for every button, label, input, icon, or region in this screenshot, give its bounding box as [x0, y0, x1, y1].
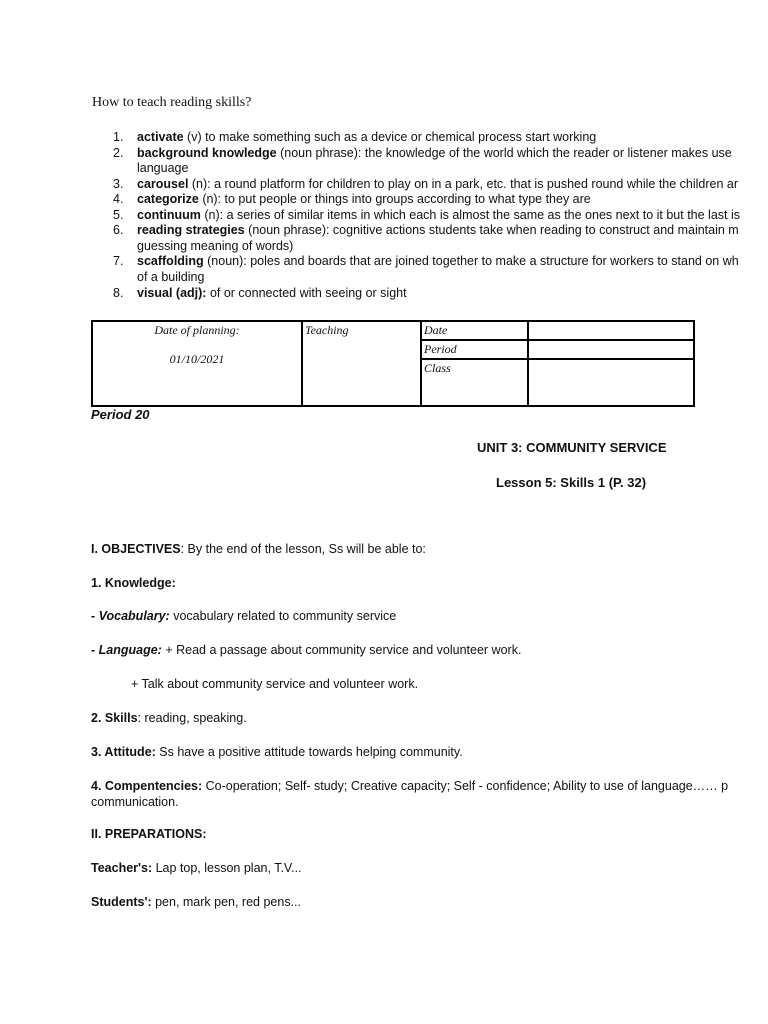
item-continuation: guessing meaning of words)	[137, 238, 294, 253]
date-value-cell	[528, 321, 694, 340]
item-term: carousel	[137, 176, 189, 191]
item-number: 6.	[113, 223, 124, 237]
item-definition: (v) to make something such as a device or chemical process start working	[183, 130, 597, 144]
competencies-label: 4. Compentencies:	[91, 779, 203, 793]
objectives-intro: : By the end of the lesson, Ss will be able to:	[180, 542, 426, 556]
teaching-cell	[302, 321, 421, 406]
list-item	[0, 146, 768, 178]
teaching-label: Teaching	[305, 323, 349, 337]
item-definition: of or connected with seeing or sight	[206, 286, 407, 300]
item-definition: (noun): poles and boards that are joined together to make a structure for workers to stand on wh	[203, 254, 739, 268]
item-number: 8.	[113, 286, 124, 300]
competencies-text: Co-operation; Self- study; Creative capacity; Self - confidence; Ability to use of language…… p	[202, 779, 729, 793]
competencies-line-2: communication.	[91, 795, 179, 809]
teacher-text: Lap top, lesson plan, T.V...	[152, 861, 302, 875]
language-line	[91, 643, 521, 657]
teacher-label: Teacher's:	[91, 861, 153, 875]
item-definition: (noun phrase): cognitive actions students take when reading to construct and maintain m	[244, 223, 739, 237]
item-number: 5.	[113, 207, 124, 222]
date-label: Date	[424, 323, 448, 337]
item-term: reading strategies	[137, 223, 245, 237]
item-term: activate	[137, 130, 184, 144]
date-cell	[421, 321, 528, 340]
item-number: 1.	[113, 130, 124, 144]
objectives-heading: I. OBJECTIVES	[91, 542, 181, 556]
item-number: 4.	[113, 192, 124, 206]
date-of-planning-cell	[92, 321, 302, 406]
unit-heading: UNIT 3: COMMUNITY SERVICE	[477, 440, 667, 455]
list-item	[0, 254, 768, 286]
students-text: pen, mark pen, red pens...	[151, 895, 301, 909]
item-continuation: language	[137, 161, 189, 175]
knowledge-heading: 1. Knowledge:	[91, 576, 176, 590]
list-item	[0, 223, 768, 255]
class-value-cell	[528, 359, 694, 406]
item-number: 3.	[113, 176, 124, 191]
date-of-planning-label: Date of planning:	[154, 323, 240, 337]
language-line-2: + Talk about community service and volunteer work.	[131, 677, 419, 691]
competencies-line	[91, 779, 728, 793]
skills-text: : reading, speaking.	[137, 711, 247, 725]
objectives-line	[91, 542, 426, 556]
language-text: + Read a passage about community service and volunteer work.	[161, 643, 522, 657]
skills-label: 2. Skills	[91, 711, 138, 725]
class-label: Class	[424, 361, 451, 375]
students-line	[91, 895, 301, 909]
attitude-text: Ss have a positive attitude towards helping community.	[155, 745, 463, 759]
item-definition: (n): a round platform for children to play on in a park, etc. that is pushed round while the children ar	[188, 176, 739, 191]
period-label: Period	[424, 342, 457, 356]
item-continuation: of a building	[137, 269, 205, 284]
item-term: scaffolding	[137, 254, 204, 268]
planning-table	[91, 320, 695, 407]
vocabulary-label: - Vocabulary:	[91, 609, 170, 623]
page-title: How to teach reading skills?	[92, 95, 252, 110]
item-term: categorize	[137, 192, 199, 206]
vocabulary-line	[91, 609, 396, 623]
skills-line	[91, 711, 247, 725]
item-term: continuum	[137, 207, 201, 222]
period-heading: Period 20	[91, 407, 150, 422]
attitude-label: 3. Attitude:	[91, 745, 156, 759]
language-label: - Language:	[91, 643, 162, 657]
students-label: Students':	[91, 895, 152, 909]
vocabulary-list	[0, 130, 768, 305]
preparations-heading: II. PREPARATIONS:	[91, 827, 207, 841]
item-number: 2.	[113, 145, 124, 160]
period-value-cell	[528, 340, 694, 359]
item-definition: (n): to put people or things into groups according to what type they are	[198, 192, 591, 206]
item-number: 7.	[113, 254, 124, 268]
item-term: visual (adj):	[137, 286, 207, 300]
list-item	[0, 286, 768, 318]
period-cell	[421, 340, 528, 359]
item-definition: (noun phrase): the knowledge of the world which the reader or listener makes use	[276, 145, 732, 160]
lesson-heading: Lesson 5: Skills 1 (P. 32)	[496, 475, 647, 490]
teacher-line	[91, 861, 302, 875]
item-definition: (n): a series of similar items in which each is almost the same as the ones next to it but the last is	[200, 207, 741, 222]
attitude-line	[91, 745, 463, 759]
item-term: background knowledge	[137, 145, 277, 160]
class-cell	[421, 359, 528, 406]
vocabulary-text: vocabulary related to community service	[169, 609, 397, 623]
date-of-planning-value: 01/10/2021	[169, 352, 225, 366]
